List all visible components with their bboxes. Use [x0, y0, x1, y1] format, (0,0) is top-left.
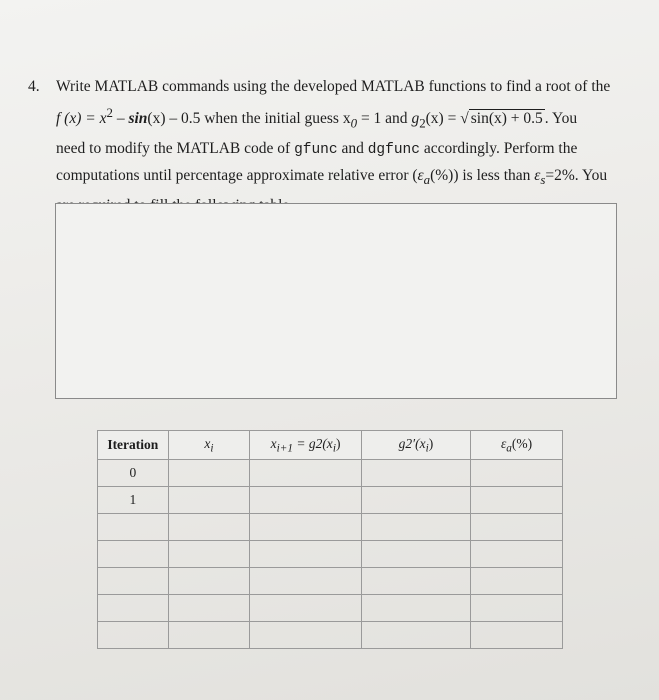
cell-xi[interactable]	[168, 595, 250, 622]
cell-iteration[interactable]	[98, 595, 169, 622]
cell-iteration[interactable]	[98, 622, 169, 649]
cell-xi[interactable]	[168, 622, 250, 649]
header-ea: $\varepsilon_a(\%)$	[471, 431, 563, 460]
cell-gprime[interactable]	[361, 541, 470, 568]
header-xnext: $x_{i+1} = g2(x_i)$	[250, 431, 362, 460]
cell-ea[interactable]	[471, 514, 563, 541]
problem-line-1: 4. Write MATLAB commands using the developed MATLAB functions to find a root of the	[28, 74, 628, 100]
problem-line-4: computations until percentage approximate relative error $(\varepsilon_a(\%))$ is less than $\varepsilon_s=2\%$. You	[56, 167, 608, 188]
cell-gprime[interactable]	[361, 487, 470, 514]
cell-xi[interactable]	[168, 541, 250, 568]
table-header-row	[98, 431, 563, 460]
cell-ea[interactable]	[471, 568, 563, 595]
cell-xi[interactable]	[168, 568, 250, 595]
cell-xi[interactable]	[168, 514, 250, 541]
cell-iteration[interactable]	[98, 568, 169, 595]
table-row	[98, 487, 563, 514]
cell-xi[interactable]	[168, 460, 250, 487]
cell-gprime[interactable]	[361, 568, 470, 595]
cell-xnext[interactable]	[250, 568, 362, 595]
cell-xnext[interactable]	[250, 460, 362, 487]
cell-iteration: 1	[98, 487, 169, 514]
header-xi: $x_i$	[168, 431, 250, 460]
table-row	[98, 622, 563, 649]
cell-gprime[interactable]	[361, 622, 470, 649]
cell-gprime[interactable]	[361, 514, 470, 541]
code-dgfunc: dgfunc	[367, 142, 420, 159]
iteration-table	[97, 430, 563, 649]
cell-gprime[interactable]	[361, 460, 470, 487]
cell-xnext[interactable]	[250, 514, 362, 541]
cell-xnext[interactable]	[250, 487, 362, 514]
table-row	[98, 568, 563, 595]
problem-line-3: need to modify the MATLAB code of gfunc and dgfunc accordingly. Perform the	[56, 140, 578, 159]
cell-xnext[interactable]	[250, 541, 362, 568]
table-row	[98, 595, 563, 622]
table-row	[98, 514, 563, 541]
cell-iteration[interactable]	[98, 514, 169, 541]
table-row	[98, 541, 563, 568]
problem-line-2: f $(x) = x^2 - \sin(x) - 0.5$ when the initial guess $x_0 = 1$ and $g_2(x)$ = √ sin(x) + 0.5 . You	[56, 105, 578, 131]
header-gprime: $g2'(x_i)$	[361, 431, 470, 460]
cell-ea[interactable]	[471, 460, 563, 487]
cell-ea[interactable]	[471, 622, 563, 649]
cell-ea[interactable]	[471, 541, 563, 568]
cell-iteration[interactable]	[98, 541, 169, 568]
answer-textbox[interactable]	[55, 203, 617, 399]
header-iteration: Iteration	[98, 431, 169, 460]
cell-iteration: 0	[98, 460, 169, 487]
cell-ea[interactable]	[471, 487, 563, 514]
cell-ea[interactable]	[471, 595, 563, 622]
cell-xnext[interactable]	[250, 622, 362, 649]
problem-number: 4.	[28, 78, 40, 95]
cell-xnext[interactable]	[250, 595, 362, 622]
problem-statement	[28, 74, 628, 219]
cell-xi[interactable]	[168, 487, 250, 514]
cell-gprime[interactable]	[361, 595, 470, 622]
code-gfunc: gfunc	[294, 142, 338, 159]
table-row	[98, 460, 563, 487]
